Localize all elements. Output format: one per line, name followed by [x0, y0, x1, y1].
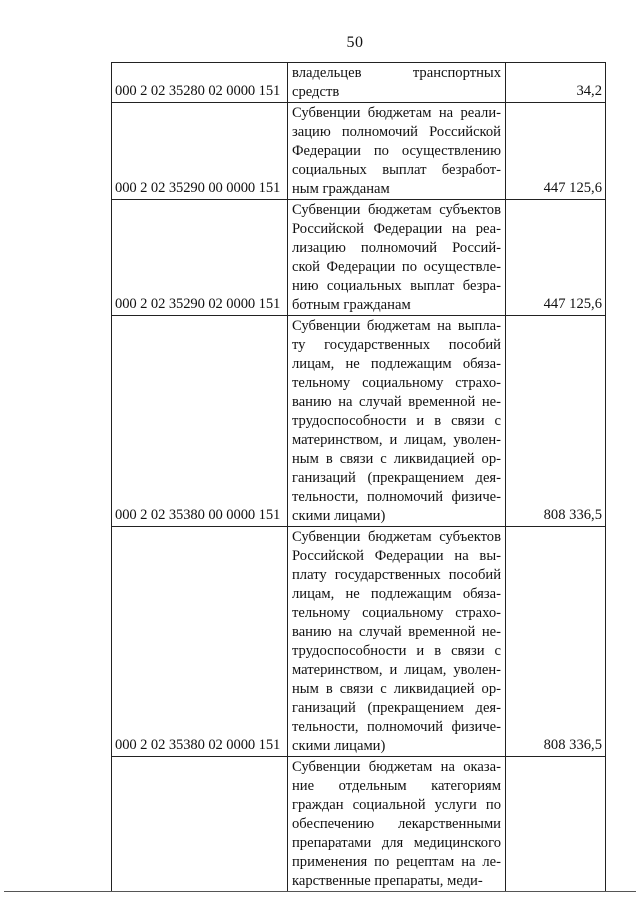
description-line: Субвенции бюджетам на выпла- [292, 318, 501, 334]
budget-classification-code: 000 2 02 35290 00 0000 151 [112, 103, 288, 200]
description-line: материнством, и лицам, уволен- [292, 432, 501, 448]
revenue-description [288, 103, 506, 200]
amount-value: 447 125,6 [506, 103, 606, 200]
budget-classification-code: 000 2 02 35380 02 0000 151 [112, 527, 288, 757]
amount-value: 808 336,5 [506, 316, 606, 527]
description-line: ным в связи с ликвидацией ор- [292, 681, 501, 697]
description-line: ганизаций (прекращением дея- [292, 470, 501, 486]
description-line: обеспечению лекарственными [292, 816, 501, 832]
table-row [112, 200, 606, 316]
amount-value [506, 757, 606, 892]
description-line: плату государственных пособий [292, 567, 501, 583]
revenue-description [288, 757, 506, 892]
description-line: средств [292, 84, 340, 100]
revenue-description [288, 200, 506, 316]
description-line: карственные препараты, меди- [292, 873, 483, 889]
description-line: трудоспособности и в связи с [292, 643, 501, 659]
description-line: ганизаций (прекращением дея- [292, 700, 501, 716]
description-line: ванию на случай временной не- [292, 624, 501, 640]
description-line: ным в связи с ликвидацией ор- [292, 451, 501, 467]
budget-classification-code: 000 2 02 35380 00 0000 151 [112, 316, 288, 527]
description-line: лицам, не подлежащим обяза- [292, 586, 501, 602]
description-line: трудоспособности и в связи с [292, 413, 501, 429]
description-line: Субвенции бюджетам на реали- [292, 105, 501, 121]
description-line: применения по рецептам на ле- [292, 854, 501, 870]
description-line: скими лицами) [292, 738, 386, 754]
amount-value: 34,2 [506, 63, 606, 103]
page-number: 50 [346, 34, 364, 51]
amount-value: 808 336,5 [506, 527, 606, 757]
description-line: ботным гражданам [292, 297, 411, 313]
description-line: ту государственных пособий [292, 337, 501, 353]
table-row [112, 757, 606, 892]
description-line: нию социальных выплат безра- [292, 278, 501, 294]
description-line: Субвенции бюджетам на оказа- [292, 759, 501, 775]
budget-classification-code: 000 2 02 35290 02 0000 151 [112, 200, 288, 316]
description-line: лицам, не подлежащим обяза- [292, 356, 501, 372]
description-line: тельности, полномочий физиче- [292, 489, 501, 505]
budget-table [111, 62, 606, 892]
table-row [112, 103, 606, 200]
description-line: лизацию полномочий Россий- [292, 240, 501, 256]
description-line: владельцев транспортных [292, 65, 501, 81]
description-line: Федерации по осуществлению [292, 143, 501, 159]
description-line: препаратами для медицинского [292, 835, 501, 851]
table-row [112, 527, 606, 757]
amount-value: 447 125,6 [506, 200, 606, 316]
description-line: зацию полномочий Российской [292, 124, 501, 140]
description-line: Российской Федерации на вы- [292, 548, 501, 564]
description-line: тельности, полномочий физиче- [292, 719, 501, 735]
description-line: скими лицами) [292, 508, 386, 524]
footer-rule [4, 891, 636, 892]
budget-classification-code: 000 2 02 35280 02 0000 151 [112, 63, 288, 103]
description-line: материнством, и лицам, уволен- [292, 662, 501, 678]
revenue-description [288, 63, 506, 103]
description-line: ванию на случай временной не- [292, 394, 501, 410]
description-line: Российской Федерации на реа- [292, 221, 501, 237]
revenue-description [288, 527, 506, 757]
description-line: социальных выплат безработ- [292, 162, 501, 178]
description-line: ние отдельным категориям [292, 778, 501, 794]
table-row [112, 316, 606, 527]
description-line: граждан социальной услуги по [292, 797, 501, 813]
description-line: Субвенции бюджетам субъектов [292, 529, 501, 545]
description-line: Субвенции бюджетам субъектов [292, 202, 501, 218]
budget-classification-code [112, 757, 288, 892]
budget-table-body [112, 63, 606, 892]
table-row [112, 63, 606, 103]
description-line: тельному социальному страхо- [292, 375, 501, 391]
description-line: тельному социальному страхо- [292, 605, 501, 621]
revenue-description [288, 316, 506, 527]
description-line: ным гражданам [292, 181, 390, 197]
description-line: ской Федерации по осуществле- [292, 259, 501, 275]
